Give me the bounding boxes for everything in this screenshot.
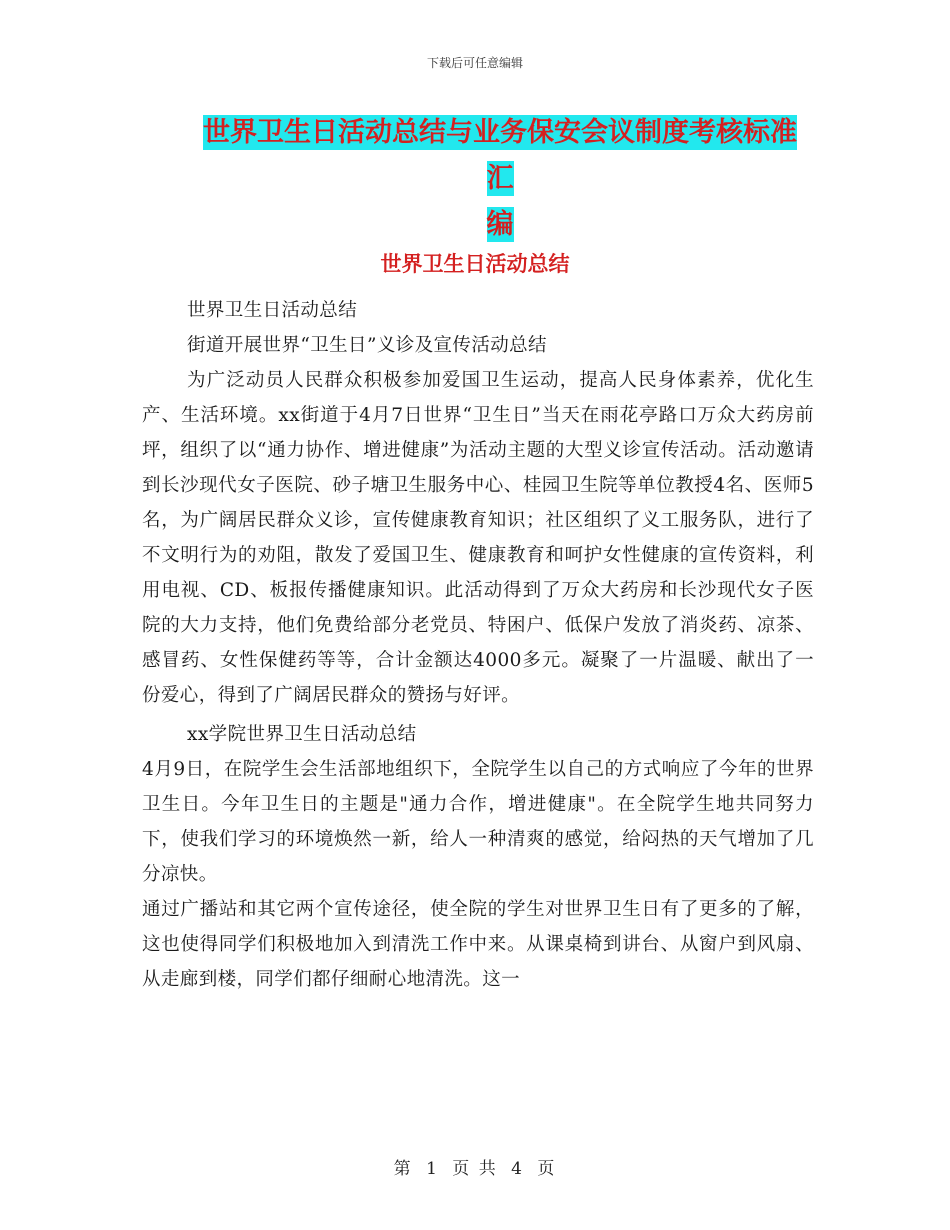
document-title bbox=[190, 110, 810, 248]
header-note: 下载后可任意编辑 bbox=[426, 56, 523, 70]
footer-current-page: 1 bbox=[426, 1159, 439, 1179]
page-footer bbox=[0, 1154, 950, 1179]
footer-total-pages: 4 bbox=[511, 1159, 524, 1179]
paragraph: 为广泛动员人民群众积极参加爱国卫生运动，提高人民身体素养，优化生产、生活环境。xx街道于4月7日世界“卫生日”当天在雨花亭路口万众大药房前坪，组织了以“通力协作、增进健康”为活动主题的大型义诊宣传活动。活动邀请到长沙现代女子医院、砂子塘卫生服务中心、桂园卫生院等单位教授4名、医师5名，为广阔居民群众义诊，宣传健康教育知识；社区组织了义工服务队，进行了不文明行为的劝阻，散发了爱国卫生、健康教育和呵护女性健康的宣传资料，利用电视、CD、板报传播健康知识。此活动得到了万众大药房和长沙现代女子医院的大力支持，他们免费给部分老党员、特困户、低保户发放了消炎药、凉茶、感冒药、女性保健药等等，合计金额达4000多元。凝聚了一片温暖、献出了一份爱心，得到了广阔居民群众的赞扬与好评。 bbox=[142, 370, 814, 706]
footer-word-page: 第 bbox=[393, 1159, 413, 1179]
paragraph: xx学院世界卫生日活动总结 bbox=[187, 724, 417, 745]
paragraph: 4月9日，在院学生会生活部地组织下，全院学生以自己的方式响应了今年的世界卫生日。今年卫生日的主题是"通力合作，增进健康"。在全院学生地共同努力下，使我们学习的环境焕然一新，给人一种清爽的感觉，给闷热的天气增加了几分凉快。 bbox=[142, 759, 814, 885]
document-title-line2: 编 bbox=[486, 209, 514, 240]
footer-word-pages: 页 bbox=[537, 1159, 557, 1179]
paragraph: 街道开展世界“卫生日”义诊及宣传活动总结 bbox=[187, 335, 547, 356]
paragraph: 通过广播站和其它两个宣传途径，使全院的学生对世界卫生日有了更多的了解，这也使得同学们积极地加入到清洗工作中来。从课桌椅到讲台、从窗户到风扇、从走廊到楼，同学们都仔细耐心地清洗。这一 bbox=[142, 899, 814, 990]
section-title: 世界卫生日活动总结 bbox=[380, 252, 570, 276]
paragraph: 世界卫生日活动总结 bbox=[187, 300, 358, 321]
document-title-line1: 世界卫生日活动总结与业务保安会议制度考核标准汇 bbox=[203, 117, 797, 194]
document-body bbox=[142, 293, 814, 997]
footer-word-of: 页 共 bbox=[452, 1159, 498, 1179]
